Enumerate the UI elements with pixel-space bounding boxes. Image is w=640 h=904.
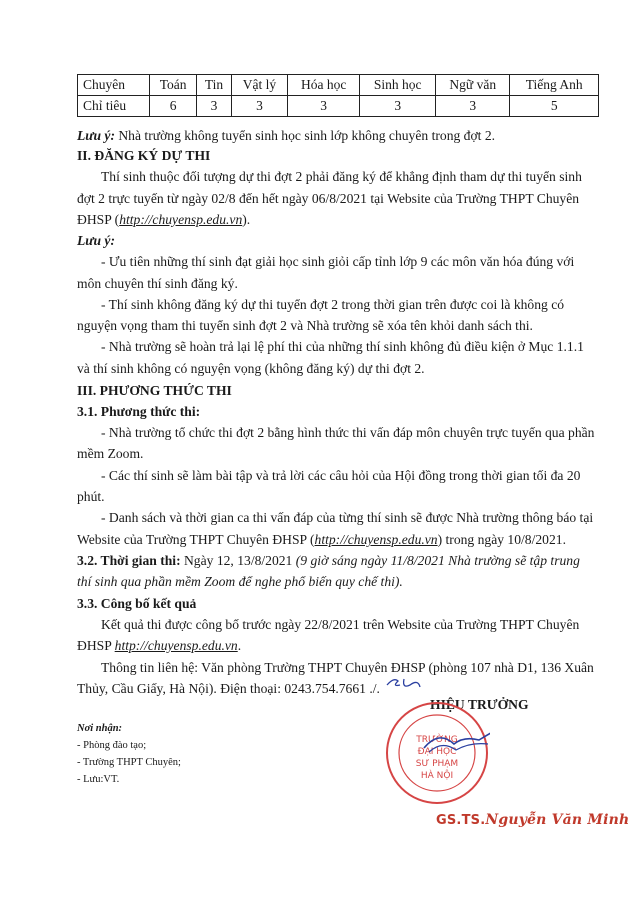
svg-text:SƯ PHẠM: SƯ PHẠM [415,759,459,769]
table-cell: Chỉ tiêu [78,96,150,117]
text-run: Nguyễn Văn Minh [485,812,630,828]
table-cell: 6 [150,96,197,117]
table-cell: 3 [436,96,510,117]
school-stamp-icon [384,700,490,806]
website-link[interactable]: http://chuyensp.edu.vn [119,212,243,227]
table-cell: Toán [150,75,197,96]
subsection-heading: 3.1. Phương thức thi: [77,404,201,419]
bullet-line: - Các thí sinh sẽ làm bài tập và trả lời các câu hỏi của Hội đồng trong thời gian tối đa 20 [101,468,581,483]
text-run: Website của Trường THPT Chuyên ĐHSP ( [77,532,315,547]
bullet-line: môn chuyên thí sinh đăng ký. [77,276,238,291]
text-run: (9 giờ sáng ngày 11/8/2021 Nhà trường sẽ tập trung [295,553,580,568]
table-cell: 3 [360,96,436,117]
table-cell: 5 [510,96,599,117]
note-label: Lưu ý: [77,128,115,143]
note-label: Lưu ý: [77,233,115,248]
section-heading: II. ĐĂNG KÝ DỰ THI [77,148,211,163]
table-cell: Tin [196,75,231,96]
text-run: ĐHSP [77,638,115,653]
bullet-line: mềm Zoom. [77,446,144,461]
table-cell: Sinh học [360,75,436,96]
table-header-row [78,75,599,96]
bullet-line: - Nhà trường tổ chức thi đợt 2 bằng hình thức thi vấn đáp môn chuyên trực tuyến qua phần [101,425,595,440]
bullet-line: - Danh sách và thời gian ca thi vấn đáp của từng thí sinh sẽ được Nhà trường thông báo tại [101,510,594,525]
bullet-line: - Nhà trường sẽ hoàn trả lại lệ phí thi của những thí sinh không đủ điều kiện ở Mục 1.1.1 [101,339,584,354]
paragraph-line: đợt 2 trực tuyến từ ngày 02/8 đến hết ngày 06/8/2021 tại Website của Trường THPT Chuyên [77,191,580,206]
contact-line: Thông tin liên hệ: Văn phòng Trường THPT Chuyên ĐHSP (phòng 107 nhà D1, 136 Xuân [101,660,594,675]
bullet-line: phút. [77,489,105,504]
bullet-line: - Ưu tiên những thí sinh đạt giải học sinh giỏi cấp tỉnh lớp 9 các môn văn hóa đúng với [101,254,575,269]
text-run: Ngày 12, 13/8/2021 [180,553,296,568]
paragraph-line: thí sinh qua phần mềm Zoom để nghe phổ biến quy chế thi). [77,574,403,589]
table-cell: Hóa học [287,75,360,96]
quota-table [77,74,599,117]
exam-time-line [77,552,580,570]
table-cell: Tiếng Anh [510,75,599,96]
text-run: . [237,638,242,653]
recipients-label: Nơi nhận: [77,723,123,734]
paragraph-line [77,637,241,655]
table-cell: Chuyên [78,75,150,96]
table-cell: 3 [287,96,360,117]
text-run: GS.TS. [436,813,486,828]
table-cell: 3 [231,96,287,117]
table-cell: Ngữ văn [436,75,510,96]
paragraph-line: Kết quả thi được công bố trước ngày 22/8/2021 trên Website của Trường THPT Chuyên [101,617,580,632]
text-run: ) trong ngày 10/8/2021. [437,532,566,547]
signature-title: HIỆU TRƯỞNG [430,697,529,712]
text-run: ĐHSP ( [77,212,120,227]
subsection-heading: 3.3. Công bố kết quả [77,596,197,611]
svg-text:TRƯỜNG: TRƯỜNG [416,735,458,745]
contact-line: Thủy, Cầu Giấy, Hà Nội). Điện thoại: 0243.754.7661 ./. [77,681,380,696]
list-item: - Trường THPT Chuyên; [77,757,181,768]
bullet-line: - Thí sinh không đăng ký dự thi tuyển đợt 2 trong thời gian trên được coi là không có [101,297,565,312]
table-cell: 3 [196,96,231,117]
table-cell: Vật lý [231,75,287,96]
section-heading: III. PHƯƠNG THỨC THI [77,383,232,398]
svg-text:HÀ NỘI: HÀ NỘI [420,771,454,781]
list-item: - Phòng đào tạo; [77,740,147,751]
bullet-line: và thí sinh không có nguyện vọng (không đăng ký) dự thi đợt 2. [77,361,425,376]
table-row [78,96,599,117]
initials-scribble-icon [384,671,424,693]
website-link[interactable]: http://chuyensp.edu.vn [114,638,238,653]
paragraph-line: Thí sinh thuộc đối tượng dự thi đợt 2 phải đăng ký để khẳng định tham dự thi tuyển sinh [101,169,582,184]
svg-text:ĐẠI HỌC: ĐẠI HỌC [417,747,457,757]
website-link[interactable]: http://chuyensp.edu.vn [314,532,438,547]
bullet-line [77,531,566,549]
note-line [77,127,495,145]
bullet-line: nguyện vọng tham thi tuyển sinh đợt 2 và Nhà trường sẽ xóa tên khỏi danh sách thi. [77,318,533,333]
paragraph-line [77,211,250,229]
list-item: - Lưu:VT. [77,774,120,785]
note-text: Nhà trường không tuyển sinh học sinh lớp không chuyên trong đợt 2. [114,128,496,143]
signer-name [436,812,629,828]
subsection-heading: 3.2. Thời gian thi: [77,553,181,568]
text-run: ). [242,212,251,227]
